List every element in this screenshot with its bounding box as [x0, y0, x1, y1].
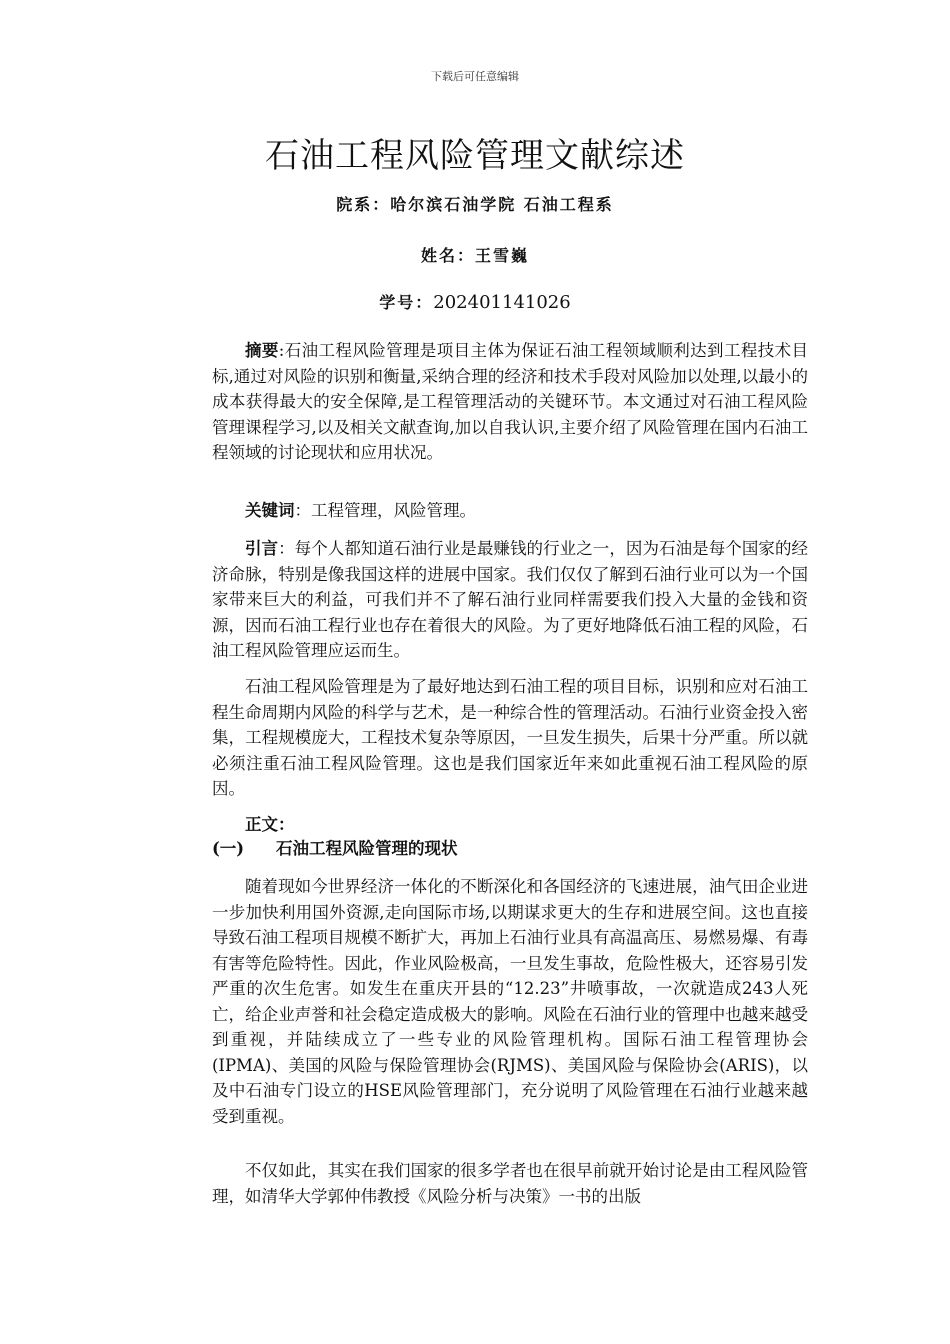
body-label-line	[212, 812, 808, 838]
student-id-line	[0, 290, 950, 313]
paragraph-2	[212, 674, 808, 802]
abstract-label: 摘要	[245, 341, 279, 360]
body-label: 正文：	[245, 815, 295, 834]
section-1-number: (一)	[212, 839, 245, 858]
intro-label: 引言	[245, 539, 279, 558]
department-line	[0, 192, 950, 215]
author-name-label: 姓名：	[420, 246, 475, 265]
document-title: 石油工程风险管理文献综述	[265, 136, 685, 176]
paragraph-3	[212, 874, 808, 1129]
paragraph-3-text: 随着现如今世界经济一体化的不断深化和各国经济的飞速进展，油气田企业进一步加快利用国外资源,走向国际市场,以期谋求更大的生存和进展空间。这也直接导致石油工程项目规模不断扩大，再加上石油行业具有高温高压、易燃易爆、有毒有害等危险特性。因此，作业风险极高，一旦发生事故，危险性极大，还容易引发严重的次生危害。如发生在重庆开县的“12.23”井喷事故，一次就造成243人死亡，给企业声誉和社会稳定造成极大的影响。风险在石油行业的管理中也越来越受到重视，并陆续成立了一些专业的风险管理机构。国际石油工程管理协会(IPMA)、美国的风险与保险管理协会(RJMS)、美国风险与保险协会(ARIS)，以及中石油专门设立的HSE风险管理部门，充分说明了风险管理在石油行业越来越受到重视。	[212, 877, 808, 1126]
intro-text: ：每个人都知道石油行业是最赚钱的行业之一，因为石油是每个国家的经济命脉，特别是像我国这样的进展中国家。我们仅仅了解到石油行业可以为一个国家带来巨大的利益，可我们并不了解石油行业同样需要我们投入大量的金钱和资源，因而石油工程行业也存在着很大的风险。为了更好地降低石油工程的风险，石油工程风险管理应运而生。	[212, 539, 809, 660]
paragraph-2-text: 石油工程风险管理是为了最好地达到石油工程的项目目标，识别和应对石油工程生命周期内风险的科学与艺术，是一种综合性的管理活动。石油行业资金投入密集，工程规模庞大，工程技术复杂等原因，一旦发生损失，后果十分严重。所以就必须注重石油工程风险管理。这也是我们国家近年来如此重视石油工程风险的原因。	[212, 677, 808, 798]
header-note: 下载后可任意编辑	[431, 70, 519, 83]
keywords-paragraph	[212, 498, 808, 524]
abstract-paragraph	[212, 338, 808, 466]
abstract-text: :石油工程风险管理是项目主体为保证石油工程领域顺利达到工程技术目标,通过对风险的识别和衡量,采纳合理的经济和技术手段对风险加以处理,以最小的成本获得最大的安全保障,是工程管理活动的关键环节。本文通过对石油工程风险管理课程学习,以及相关文献查询,加以自我认识,主要介绍了风险管理在国内石油工程领域的讨论现状和应用状况。	[212, 341, 809, 462]
section-1-heading	[212, 836, 808, 862]
paragraph-4-text: 不仅如此，其实在我们国家的很多学者也在很早前就开始讨论是由工程风险管理，如清华大学郭仲伟教授《风险分析与决策》一书的出版	[212, 1161, 808, 1206]
keywords-text: ：工程管理，风险管理。	[294, 501, 476, 520]
keywords-label: 关键词	[245, 501, 295, 520]
section-1-title: 石油工程风险管理的现状	[276, 839, 458, 858]
student-id-label: 学号：	[379, 293, 434, 312]
author-name-line	[0, 243, 950, 266]
student-id-value: 202401141026	[433, 292, 571, 313]
department-value: 哈尔滨石油学院 石油工程系	[390, 195, 614, 214]
author-name-value: 王雪巍	[475, 246, 530, 265]
department-label: 院系：	[336, 195, 391, 214]
paragraph-4	[212, 1158, 808, 1209]
intro-paragraph	[212, 536, 808, 664]
